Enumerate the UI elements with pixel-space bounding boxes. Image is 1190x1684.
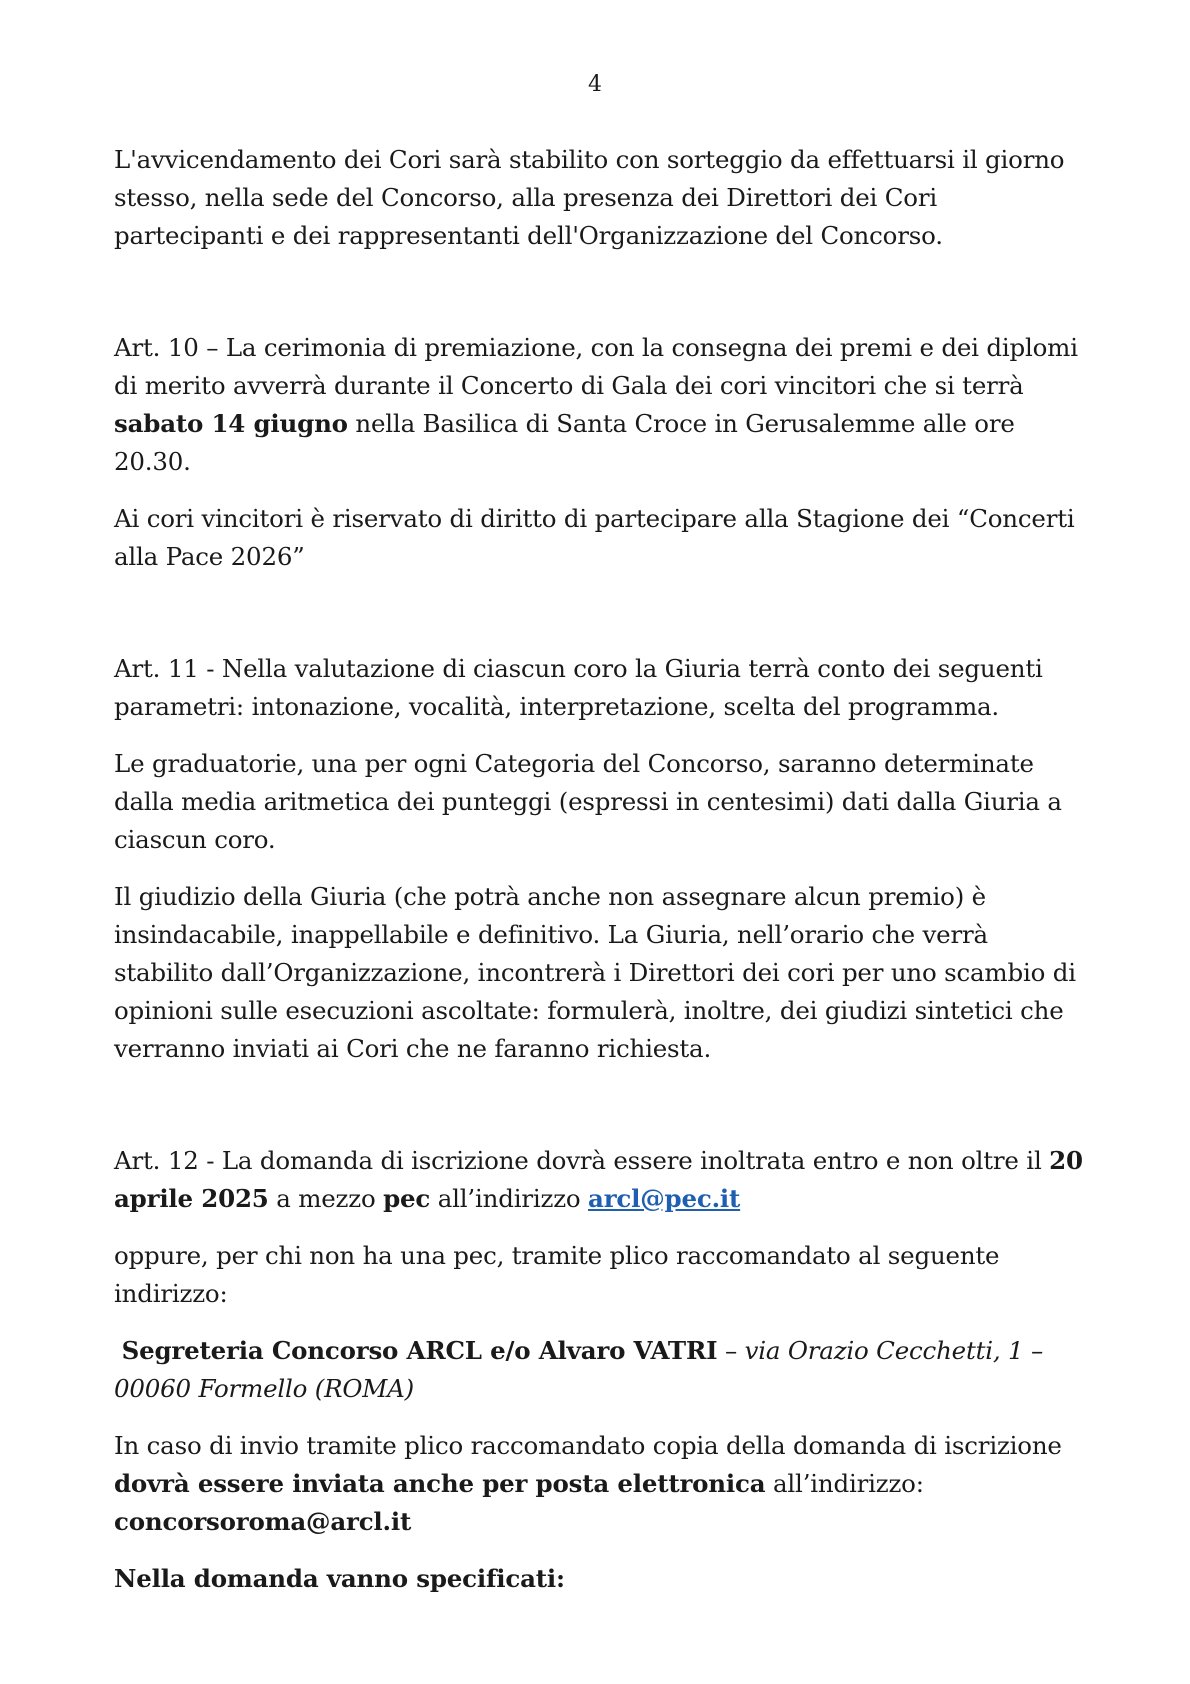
art12-deadline: 20 aprile 2025 bbox=[114, 1146, 1083, 1213]
art12-paragraph-4 bbox=[114, 1427, 1089, 1541]
art12-p4-text-b: all’indirizzo: bbox=[765, 1469, 924, 1498]
art11-paragraph-3: Il giudizio della Giuria (che potrà anche non assegnare alcun premio) è insindacabile, inappellabile e definitivo. La Giuria, nell’orario che verrà stabilito dall’Organizzazione, incontrerà i Direttori dei cori per uno scambio di opinioni sulle esecuzioni ascoltate: formulerà, inoltre, dei giudizi sintetici che verranno inviati ai Cori che ne faranno richiesta. bbox=[114, 882, 1076, 1063]
art12-p4-bold: dovrà essere inviata anche per posta elettronica bbox=[114, 1469, 766, 1498]
page-content bbox=[114, 141, 1089, 1598]
contact-email: concorsoroma@arcl.it bbox=[114, 1507, 412, 1536]
art12-pec: pec bbox=[383, 1184, 431, 1213]
art12-p4-text-a: In caso di invio tramite plico raccomandato copia della domanda di iscrizione bbox=[114, 1431, 1062, 1460]
art10-paragraph bbox=[114, 329, 1089, 481]
paragraph-sorteggio: L'avvicendamento dei Cori sarà stabilito con sorteggio da effettuarsi il giorno stesso, nella sede del Concorso, alla presenza dei Direttori dei Cori partecipanti e dei rappresentanti dell'Organizzazione del Concorso. bbox=[114, 145, 1065, 250]
art12-paragraph-2: oppure, per chi non ha una pec, tramite plico raccomandato al seguente indirizzo: bbox=[114, 1241, 1000, 1308]
address-street: via Orazio Cecchetti, 1 – 00060 Formello (ROMA) bbox=[114, 1336, 1044, 1403]
art12-paragraph-5 bbox=[114, 1560, 1089, 1598]
art11-paragraph-2: Le graduatorie, una per ogni Categoria del Concorso, saranno determinate dalla media aritmetica dei punteggi (espressi in centesimi) dati dalla Giuria a ciascun coro. bbox=[114, 749, 1062, 854]
art10-date: sabato 14 giugno bbox=[114, 409, 348, 438]
art12-address bbox=[114, 1332, 1089, 1408]
art10-text-b: nella Basilica di Santa Croce in Gerusalemme alle ore 20.30. bbox=[114, 409, 1015, 476]
application-requirements-heading: Nella domanda vanno specificati: bbox=[114, 1564, 565, 1593]
art10-text-a: Art. 10 – La cerimonia di premiazione, con la consegna dei premi e dei diplomi di merito avverrà durante il Concerto di Gala dei cori vincitori che si terrà bbox=[114, 333, 1078, 400]
page-number: 4 bbox=[588, 72, 602, 97]
art12-paragraph bbox=[114, 1142, 1089, 1218]
address-recipient: Segreteria Concorso ARCL e/o Alvaro VATRI bbox=[121, 1336, 718, 1365]
pec-email-link[interactable]: arcl@pec.it bbox=[588, 1184, 741, 1213]
art10-paragraph-2: Ai cori vincitori è riservato di diritto di partecipare alla Stagione dei “Concerti alla Pace 2026” bbox=[114, 504, 1075, 571]
art11-paragraph: Art. 11 - Nella valutazione di ciascun coro la Giuria terrà conto dei seguenti parametri: intonazione, vocalità, interpretazione, scelta del programma. bbox=[114, 654, 1043, 721]
art12-text-c: all’indirizzo bbox=[430, 1184, 589, 1213]
art12-text-b: a mezzo bbox=[268, 1184, 384, 1213]
art12-text-a: Art. 12 - La domanda di iscrizione dovrà essere inoltrata entro e non oltre il bbox=[114, 1146, 1050, 1175]
address-separator: – bbox=[717, 1336, 745, 1365]
